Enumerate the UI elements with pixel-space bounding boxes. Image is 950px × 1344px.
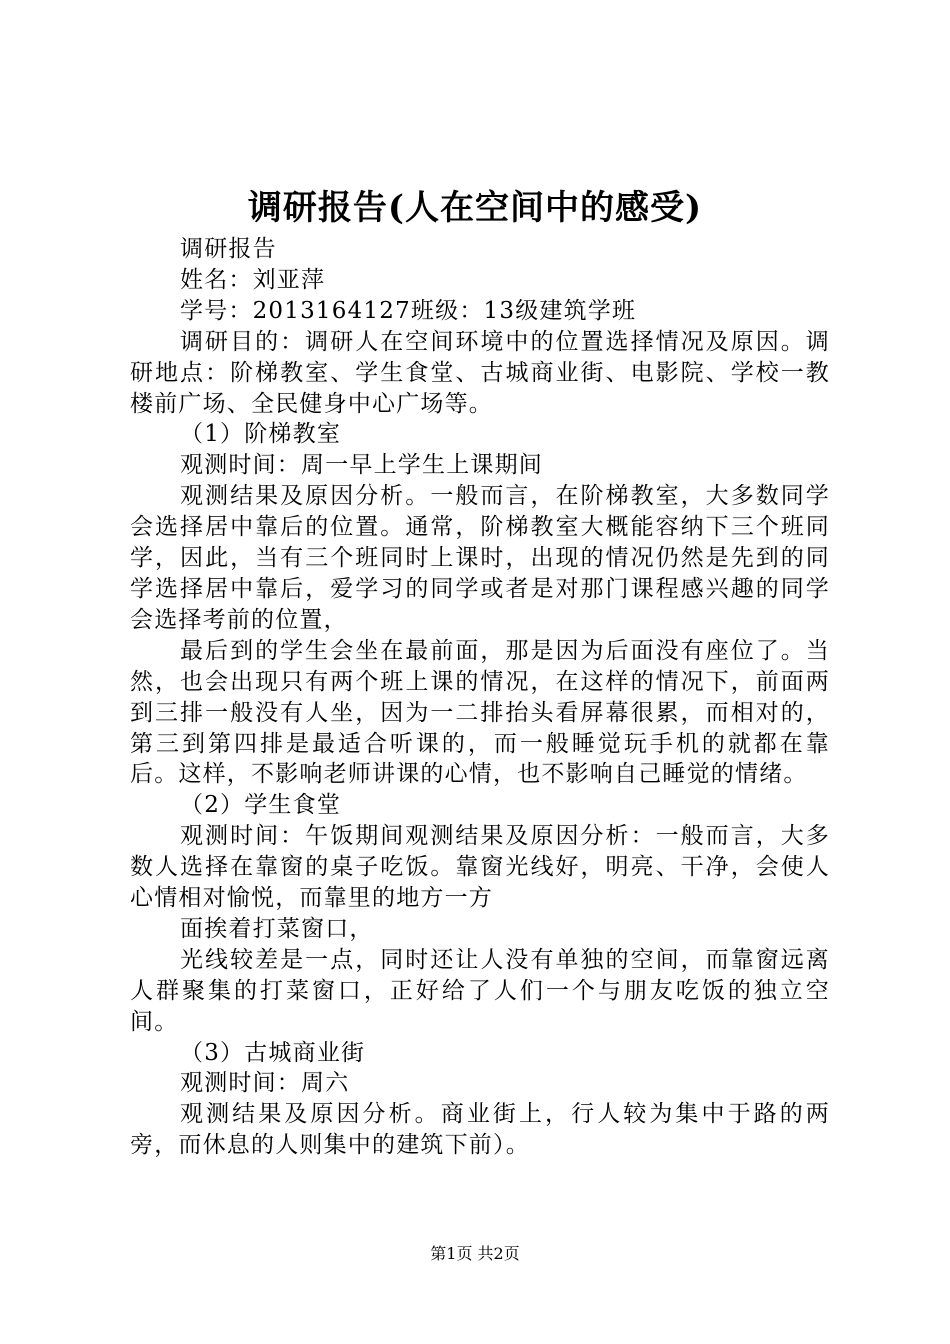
section-heading-canteen: （2）学生食堂 (180, 792, 342, 819)
document-title: 调研报告(人在空间中的感受) (247, 188, 703, 228)
document-body (130, 234, 830, 1161)
paragraph-observation-time-1: 观测时间：周一早上学生上课期间 (180, 452, 543, 479)
page-footer (0, 1244, 950, 1264)
section-heading-street: （3）古城商业街 (180, 1039, 366, 1066)
paragraph-name: 姓名：刘亚萍 (180, 266, 326, 293)
paragraph-student-id: 学号：2013164127班级：13级建筑学班 (180, 297, 637, 324)
paragraph-analysis-2b: 面挨着打菜窗口， (180, 915, 374, 942)
paragraph-analysis-2c: 光线较差是一点，同时还让人没有单独的空间，而靠窗远离人群聚集的打菜窗口，正好给了人们一个与朋友吃饭的独立空间。 (130, 946, 830, 1035)
paragraph-observation-time-3: 观测时间：周六 (180, 1070, 350, 1097)
paragraph-analysis-2: 观测时间：午饭期间观测结果及原因分析：一般而言，大多数人选择在靠窗的桌子吃饭。靠窗光线好，明亮、干净，会使人心情相对愉悦，而靠里的地方一方 (130, 823, 830, 912)
paragraph-purpose: 调研目的：调研人在空间环境中的位置选择情况及原因。调研地点：阶梯教室、学生食堂、古城商业街、电影院、学校一教楼前广场、全民健身中心广场等。 (130, 328, 830, 417)
paragraph-heading: 调研报告 (180, 236, 277, 262)
page-number: 第1页 (430, 1244, 473, 1263)
section-heading-lecture-hall: （1）阶梯教室 (180, 421, 342, 448)
page-total: 共2页 (477, 1244, 520, 1263)
paragraph-analysis-1b: 最后到的学生会坐在最前面，那是因为后面没有座位了。当然，也会出现只有两个班上课的情况，在这样的情况下，前面两到三排一般没有人坐，因为一二排抬头看屏幕很累，而相对的，第三到第四排是最适合听课的，而一般睡觉玩手机的就都在靠后。这样，不影响老师讲课的心情，也不影响自己睡觉的情绪。 (130, 637, 830, 788)
paragraph-analysis-1: 观测结果及原因分析。一般而言，在阶梯教室，大多数同学会选择居中靠后的位置。通常，阶梯教室大概能容纳下三个班同学，因此，当有三个班同时上课时，出现的情况仍然是先到的同学选择居中靠后，爱学习的同学或者是对那门课程感兴趣的同学会选择考前的位置， (130, 483, 830, 633)
paragraph-analysis-3: 观测结果及原因分析。商业街上，行人较为集中于路的两旁，而休息的人则集中的建筑下前）。 (130, 1101, 830, 1159)
